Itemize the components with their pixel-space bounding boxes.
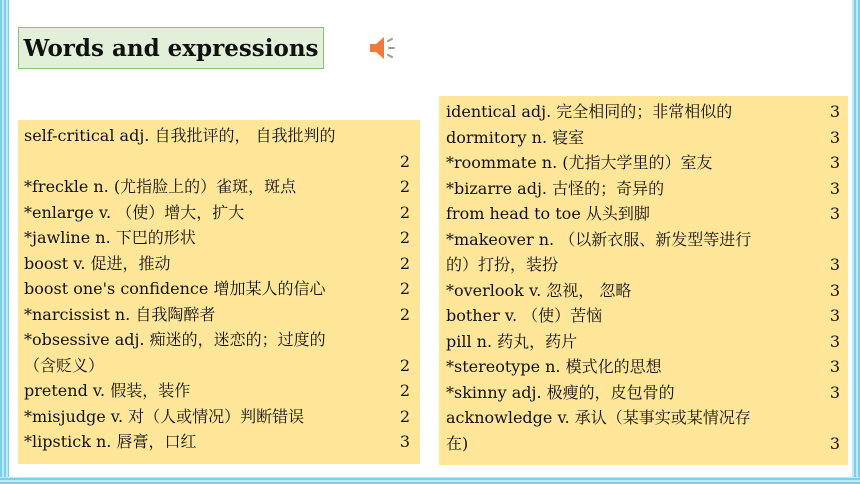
- vocab-entry: [24, 123, 410, 149]
- speaker-icon[interactable]: [368, 33, 400, 63]
- vocab-entry: [446, 201, 840, 227]
- vocab-entry: [24, 404, 410, 430]
- vocab-entry: [446, 125, 840, 151]
- vocab-text: *freckle n. (尤指脸上的）雀斑，斑点: [24, 177, 297, 196]
- vocab-text: *lipstick n. 唇膏，口红: [24, 432, 197, 451]
- page-number: 3: [829, 127, 840, 147]
- page-number: 2: [399, 381, 410, 400]
- right-border-decoration: [852, 0, 860, 484]
- vocab-text: 在): [446, 433, 469, 453]
- vocab-entry-continued: [24, 149, 410, 175]
- bottom-border-decoration: [0, 477, 860, 484]
- vocab-entry: [24, 174, 410, 200]
- page-number: 3: [829, 306, 840, 325]
- vocab-entry: [446, 329, 840, 355]
- vocab-text: *misjudge v. 对（人或情况）判断错误: [24, 406, 305, 426]
- vocab-entry: [446, 99, 840, 125]
- vocab-text: *obsessive adj. 痴迷的，迷恋的；过度的: [24, 330, 326, 349]
- vocab-text: boost v. 促进，推动: [24, 253, 171, 273]
- vocab-text: pretend v. 假装，装作: [24, 381, 191, 400]
- vocab-entry: [446, 303, 840, 329]
- vocab-text: *skinny adj. 极瘦的，皮包骨的: [446, 382, 675, 402]
- page-number: 3: [829, 204, 840, 223]
- vocab-text: *overlook v. 忽视， 忽略: [446, 280, 632, 300]
- vocab-entry: [446, 354, 840, 380]
- vocab-entry: [24, 378, 410, 404]
- vocab-text: dormitory n. 寝室: [446, 127, 585, 147]
- left-border-decoration: [0, 0, 9, 484]
- vocab-text: *roommate n. (尤指大学里的）室友: [446, 153, 713, 172]
- page-number: 2: [399, 279, 410, 298]
- page-number: 2: [399, 253, 410, 273]
- vocab-entry: [24, 429, 410, 455]
- vocab-text: *bizarre adj. 古怪的；奇异的: [446, 178, 665, 198]
- vocab-text: 的）打扮，装扮: [446, 255, 559, 274]
- page-number: 3: [829, 153, 840, 172]
- vocab-entry: [24, 302, 410, 328]
- page-number: 3: [829, 178, 840, 198]
- vocab-entry: [446, 380, 840, 406]
- vocab-entry-continued: [24, 353, 410, 379]
- vocab-text: pill n. 药丸，药片: [446, 331, 578, 351]
- page-number: 2: [399, 406, 410, 426]
- page-number: 3: [829, 280, 840, 300]
- page-number: 2: [399, 228, 410, 247]
- page-number: 2: [399, 177, 410, 196]
- vocab-entry: [446, 176, 840, 202]
- vocab-text: acknowledge v. 承认（某事实或某情况存: [446, 408, 751, 427]
- vocab-entry: [24, 327, 410, 353]
- page-number: 2: [399, 355, 410, 375]
- page-number: 3: [399, 432, 410, 451]
- vocab-text: identical adj. 完全相同的；非常相似的: [446, 102, 733, 121]
- vocab-text: *makeover n. （以新衣服、新发型等进行: [446, 229, 752, 249]
- page-number: 3: [829, 331, 840, 351]
- vocab-text: bother v. （使）苦恼: [446, 306, 603, 325]
- vocab-entry: [446, 227, 840, 253]
- vocab-text: *stereotype n. 模式化的思想: [446, 357, 662, 376]
- vocab-text: *jawline n. 下巴的形状: [24, 228, 196, 247]
- page-number: 3: [829, 433, 840, 453]
- vocab-text: from head to toe 从头到脚: [446, 204, 650, 223]
- vocab-entry: [24, 225, 410, 251]
- page-number: 3: [829, 102, 840, 121]
- page-number: 2: [399, 304, 410, 324]
- page-number: 3: [829, 255, 840, 274]
- vocab-entry: [446, 150, 840, 176]
- vocab-text: boost one's confidence 增加某人的信心: [24, 279, 326, 298]
- vocab-text: *narcissist n. 自我陶醉者: [24, 304, 216, 324]
- page-number: 2: [399, 202, 410, 222]
- vocab-entry: [24, 251, 410, 277]
- page-number: 3: [829, 357, 840, 376]
- vocabulary-list-right: [439, 96, 848, 465]
- vocab-entry-continued: [446, 431, 840, 457]
- vocab-text: （含贬义）: [24, 355, 105, 375]
- vocab-text: *enlarge v. （使）增大，扩大: [24, 202, 245, 222]
- vocab-text: self-critical adj. 自我批评的， 自我批判的: [24, 126, 336, 145]
- vocab-entry-continued: [446, 252, 840, 278]
- page-number: 3: [829, 382, 840, 402]
- vocab-entry: [24, 200, 410, 226]
- slide-title: Words and expressions: [18, 27, 324, 69]
- vocabulary-list-left: [18, 120, 420, 464]
- page-number: 2: [399, 151, 410, 171]
- vocab-entry: [446, 278, 840, 304]
- vocab-entry: [24, 276, 410, 302]
- vocab-entry: [446, 405, 840, 431]
